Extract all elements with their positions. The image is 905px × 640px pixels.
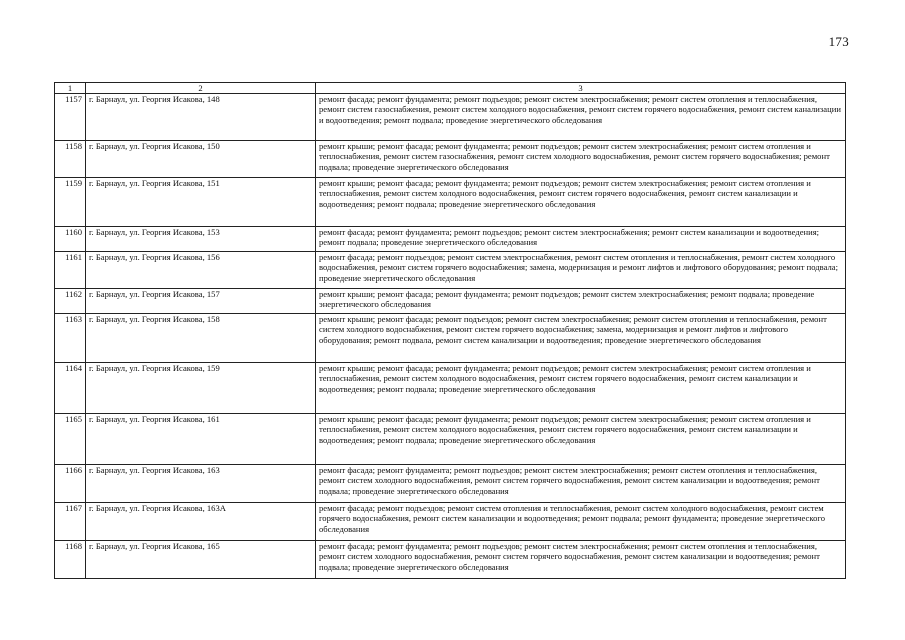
building-repair-table <box>54 82 846 579</box>
row-address: г. Барнаул, ул. Георгия Исакова, 163 <box>86 465 316 503</box>
row-works: ремонт крыши; ремонт фасада; ремонт подъездов; ремонт систем электроснабжения; ремонт систем отопления и теплоснабжения, ремонт систем холодного водоснабжения, ремонт систем горячего водоснабжения; замена, модернизация и ремонт лифтов и лифтового оборудования; ремонт подвала, ремонт систем канализации и водоотведения; проведение энергетического обследования <box>316 314 846 363</box>
row-number: 1165 <box>55 414 86 465</box>
table-row <box>55 503 846 541</box>
row-works: ремонт фасада; ремонт фундамента; ремонт подъездов; ремонт систем электроснабжения; ремонт систем отопления и теплоснабжения, ремонт систем газоснабжения, ремонт систем холодного водоснабжения, ремонт систем горячего водоснабжения, ремонт систем канализации и водоотведения; ремонт подвала; проведение энергетического обследования <box>316 94 846 141</box>
table-row <box>55 141 846 178</box>
row-address: г. Барнаул, ул. Георгия Исакова, 158 <box>86 314 316 363</box>
table-row <box>55 363 846 414</box>
row-number: 1160 <box>55 227 86 252</box>
row-works: ремонт крыши; ремонт фасада; ремонт фундамента; ремонт подъездов; ремонт систем электроснабжения; ремонт систем отопления и теплоснабжения, ремонт систем газоснабжения, ремонт систем холодного водоснабжения, ремонт систем горячего водоснабжения; ремонт подвала; проведение энергетического обследования <box>316 141 846 178</box>
table-header-row <box>55 83 846 94</box>
row-number: 1159 <box>55 178 86 227</box>
row-address: г. Барнаул, ул. Георгия Исакова, 165 <box>86 541 316 579</box>
header-col-2: 2 <box>86 83 316 94</box>
row-number: 1168 <box>55 541 86 579</box>
row-works: ремонт фасада; ремонт фундамента; ремонт подъездов; ремонт систем электроснабжения; ремонт систем отопления и теплоснабжения, ремонт систем холодного водоснабжения, ремонт систем горячего водоснабжения, ремонт систем канализации и водоотведения; ремонт подвала; проведение энергетического обследования <box>316 465 846 503</box>
header-col-1: 1 <box>55 83 86 94</box>
row-address: г. Барнаул, ул. Георгия Исакова, 148 <box>86 94 316 141</box>
row-number: 1158 <box>55 141 86 178</box>
row-works: ремонт крыши; ремонт фасада; ремонт фундамента; ремонт подъездов; ремонт систем электроснабжения; ремонт систем отопления и теплоснабжения, ремонт систем холодного водоснабжения, ремонт систем горячего водоснабжения, ремонт систем канализации и водоотведения; ремонт подвала; проведение энергетического обследования <box>316 178 846 227</box>
row-number: 1161 <box>55 252 86 289</box>
row-address: г. Барнаул, ул. Георгия Исакова, 153 <box>86 227 316 252</box>
row-number: 1164 <box>55 363 86 414</box>
row-address: г. Барнаул, ул. Георгия Исакова, 157 <box>86 289 316 314</box>
row-address: г. Барнаул, ул. Георгия Исакова, 150 <box>86 141 316 178</box>
table-row <box>55 178 846 227</box>
row-address: г. Барнаул, ул. Георгия Исакова, 156 <box>86 252 316 289</box>
row-address: г. Барнаул, ул. Георгия Исакова, 163А <box>86 503 316 541</box>
row-works: ремонт фасада; ремонт фундамента; ремонт подъездов; ремонт систем электроснабжения; ремонт систем канализации и водоотведения; ремонт подвала; проведение энергетического обследования <box>316 227 846 252</box>
row-number: 1162 <box>55 289 86 314</box>
table-row <box>55 465 846 503</box>
row-works: ремонт фасада; ремонт подъездов; ремонт систем электроснабжения, ремонт систем отопления и теплоснабжения, ремонт систем холодного водоснабжения, ремонт систем горячего водоснабжения; замена, модернизация и ремонт лифтов и лифтового оборудования; ремонт подвала; проведение энергетического обследования <box>316 252 846 289</box>
table-row <box>55 314 846 363</box>
row-number: 1167 <box>55 503 86 541</box>
row-number: 1157 <box>55 94 86 141</box>
row-works: ремонт фасада; ремонт подъездов; ремонт систем отопления и теплоснабжения, ремонт систем холодного водоснабжения, ремонт систем горячего водоснабжения, ремонт систем канализации и водоотведения; ремонт подвала; ремонт фундамента; проведение энергетического обследования <box>316 503 846 541</box>
header-col-3: 3 <box>316 83 846 94</box>
row-works: ремонт крыши; ремонт фасада; ремонт фундамента; ремонт подъездов; ремонт систем электроснабжения; ремонт систем отопления и теплоснабжения, ремонт систем холодного водоснабжения, ремонт систем горячего водоснабжения, ремонт систем канализации и водоотведения; ремонт подвала; проведение энергетического обследования <box>316 363 846 414</box>
table-row <box>55 227 846 252</box>
table-row <box>55 94 846 141</box>
row-address: г. Барнаул, ул. Георгия Исакова, 151 <box>86 178 316 227</box>
row-works: ремонт крыши; ремонт фасада; ремонт фундамента; ремонт подъездов; ремонт систем электроснабжения; ремонт систем отопления и теплоснабжения, ремонт систем холодного водоснабжения, ремонт систем горячего водоснабжения, ремонт систем канализации и водоотведения; ремонт подвала; проведение энергетического обследования <box>316 414 846 465</box>
page-number: 173 <box>828 34 849 49</box>
row-address: г. Барнаул, ул. Георгия Исакова, 159 <box>86 363 316 414</box>
row-works: ремонт фасада; ремонт фундамента; ремонт подъездов; ремонт систем электроснабжения; ремонт систем отопления и теплоснабжения, ремонт систем холодного водоснабжения, ремонт систем горячего водоснабжения, ремонт систем канализации и водоотведения; ремонт подвала; проведение энергетического обследования <box>316 541 846 579</box>
row-address: г. Барнаул, ул. Георгия Исакова, 161 <box>86 414 316 465</box>
row-number: 1166 <box>55 465 86 503</box>
table-row <box>55 252 846 289</box>
table-row <box>55 541 846 579</box>
row-number: 1163 <box>55 314 86 363</box>
table-row <box>55 289 846 314</box>
table-row <box>55 414 846 465</box>
row-works: ремонт крыши; ремонт фасада; ремонт фундамента; ремонт подъездов; ремонт систем электроснабжения; ремонт подвала; проведение энергетического обследования <box>316 289 846 314</box>
